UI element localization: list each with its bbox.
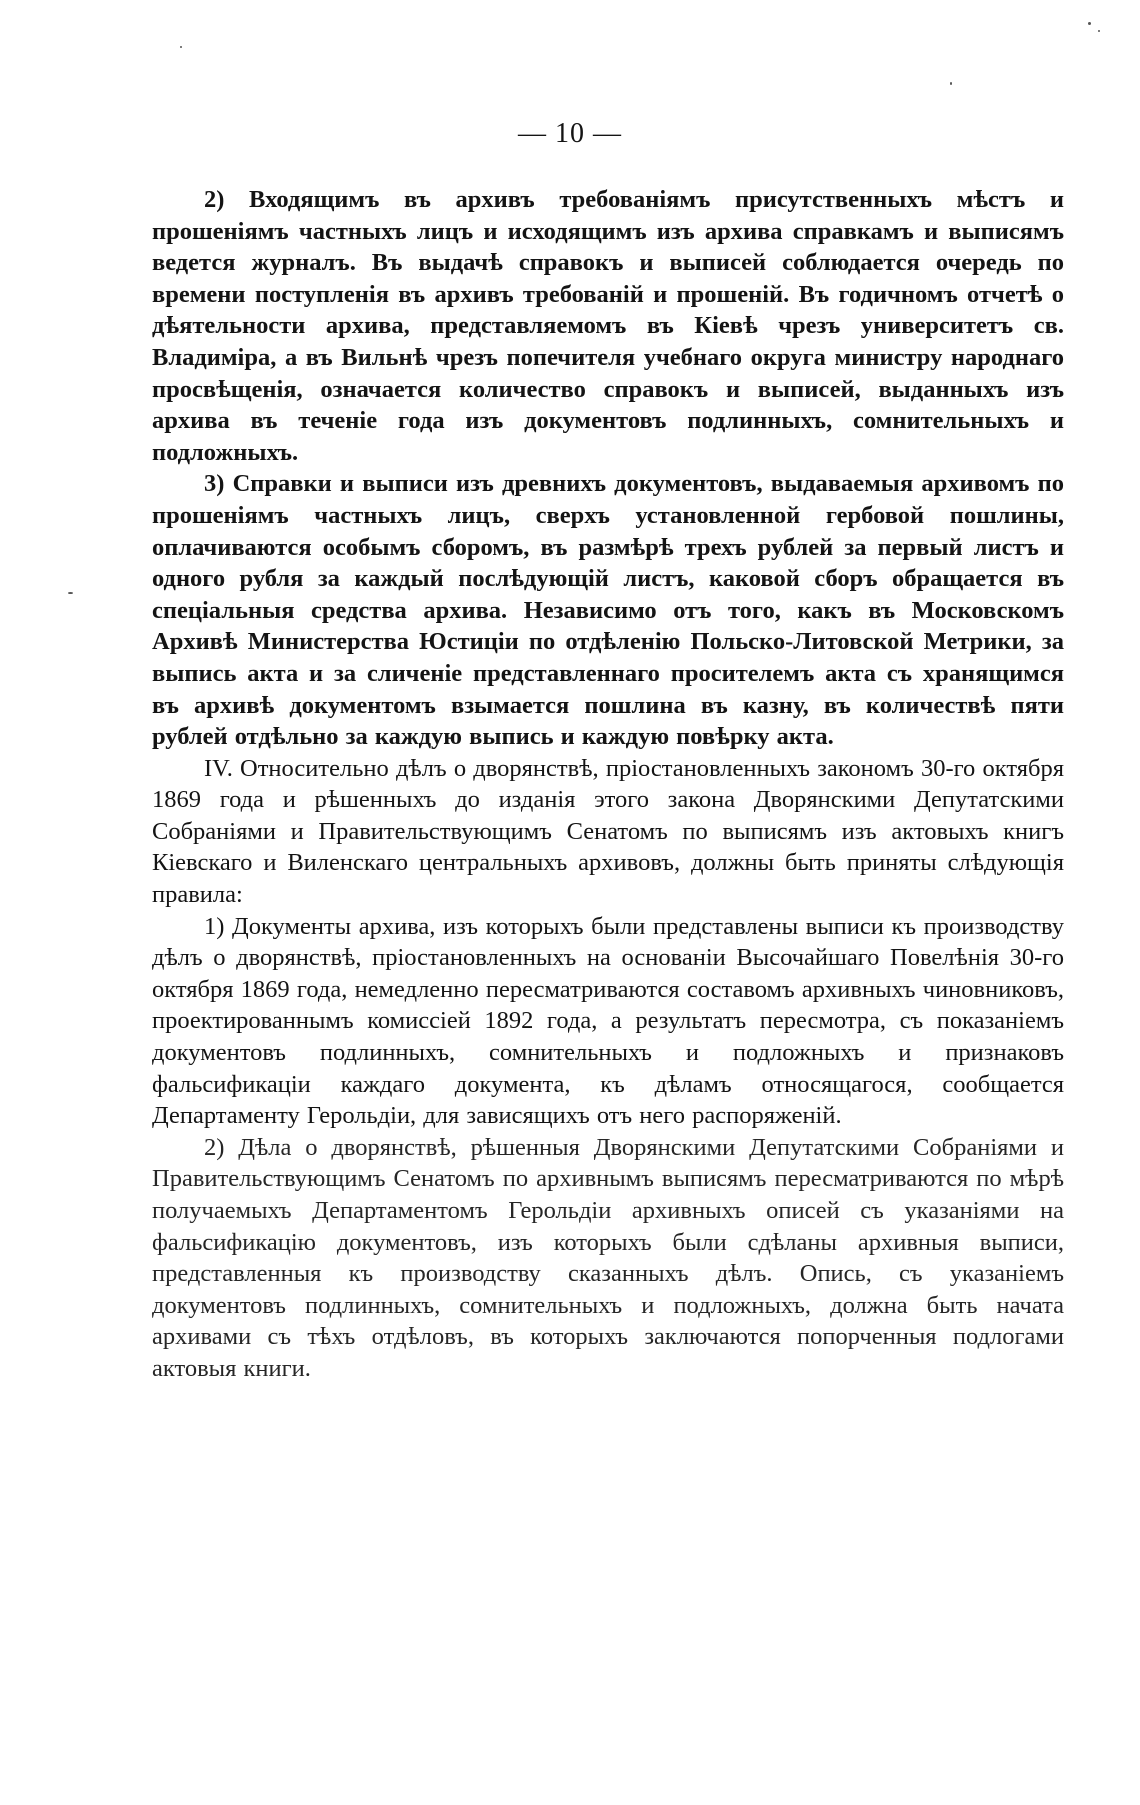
scan-speck — [1088, 22, 1091, 25]
scan-speck — [180, 46, 182, 48]
paragraph-iv-item-1: 1) Документы архива, изъ которыхъ были представлены выписи къ производству дѣлъ о дворянствѣ, прiостановленныхъ на основанiи Высочайшаго Повелѣнiя 30-го октября 1869 года, немедленно пересматриваются составомъ архивныхъ чиновниковъ, проектированнымъ комиссiей 1892 года, а результатъ пересмотра, съ показанiемъ документовъ подлинныхъ, сомнительныхъ и подложныхъ и признаковъ фальсификацiи каждаго документа, къ дѣламъ относящагося, сообщается Департаменту Герольдiи, для зависящихъ отъ него распоряженiй. — [152, 912, 1064, 1130]
paragraph-iv-item-2: 2) Дѣла о дворянствѣ, рѣшенныя Дворянскими Депутатскими Собранiями и Правительствующимъ Сенатомъ по архивнымъ выписямъ пересматриваются по мѣрѣ получаемыхъ Департаментомъ Герольдiи архивныхъ описей съ указанiями на фальсификацiю документовъ, изъ которыхъ были сдѣланы архивныя выписи, представленныя къ производству сказанныхъ дѣлъ. Опись, съ указанiемъ документовъ подлинныхъ, сомнительныхъ и подложныхъ, должна быть начата архивами съ тѣхъ отдѣловъ, въ которыхъ заключаются попорченныя подлогами актовыя книги. — [152, 1133, 1064, 1382]
scan-speck — [68, 592, 73, 594]
scan-speck — [1098, 30, 1100, 32]
paragraph-journal: 2) Входящимъ въ архивъ требованiямъ присутственныхъ мѣстъ и прошенiямъ частныхъ лицъ и исходящимъ изъ архива справкамъ и выписямъ ведется журналъ. Въ выдачѣ справокъ и выписей соблюдается очередь по времени поступленiя въ архивъ требованiй и прошенiй. Въ годичномъ отчетѣ о дѣятельности архива, представляемомъ въ Кiевѣ чрезъ университетъ св. Владимiра, а въ Вильнѣ чрезъ попечителя учебнаго округа министру народнаго просвѣщенiя, означается количество справокъ и выписей, выданныхъ изъ архива въ теченiе года изъ документовъ подлинныхъ, сомнительныхъ и подложныхъ. — [152, 186, 1064, 466]
body-text — [152, 184, 1064, 1385]
paragraph-fees: 3) Справки и выписи изъ древнихъ документовъ, выдаваемыя архивомъ по прошенiямъ частныхъ лицъ, сверхъ установленной гербовой пошлины, оплачиваются особымъ сборомъ, въ размѣрѣ трехъ рублей за первый листъ и одного рубля за каждый послѣдующiй листъ, каковой сборъ обращается въ спецiальныя средства архива. Независимо отъ того, какъ въ Московскомъ Архивѣ Министерства Юстицiи по отдѣленiю Польско-Литовской Метрики, за выпись акта и за сличенiе представленнаго просителемъ акта съ хранящимся въ архивѣ документомъ взымается пошлина въ казну, въ количествѣ пяти рублей отдѣльно за каждую выпись и каждую повѣрку акта. — [152, 470, 1064, 751]
scan-speck — [950, 82, 952, 85]
paragraph-section-iv: IV. Относительно дѣлъ о дворянствѣ, прiостановленныхъ закономъ 30-го октября 1869 года и рѣшенныхъ до изданiя этого закона Дворянскими Депутатскими Собранiями и Правительствующимъ Сенатомъ по выписямъ изъ актовыхъ книгъ Кiевскаго и Виленскаго центральныхъ архивовъ, должны быть приняты слѣдующiя правила: — [152, 754, 1064, 909]
page-number: — 10 — — [518, 118, 622, 149]
